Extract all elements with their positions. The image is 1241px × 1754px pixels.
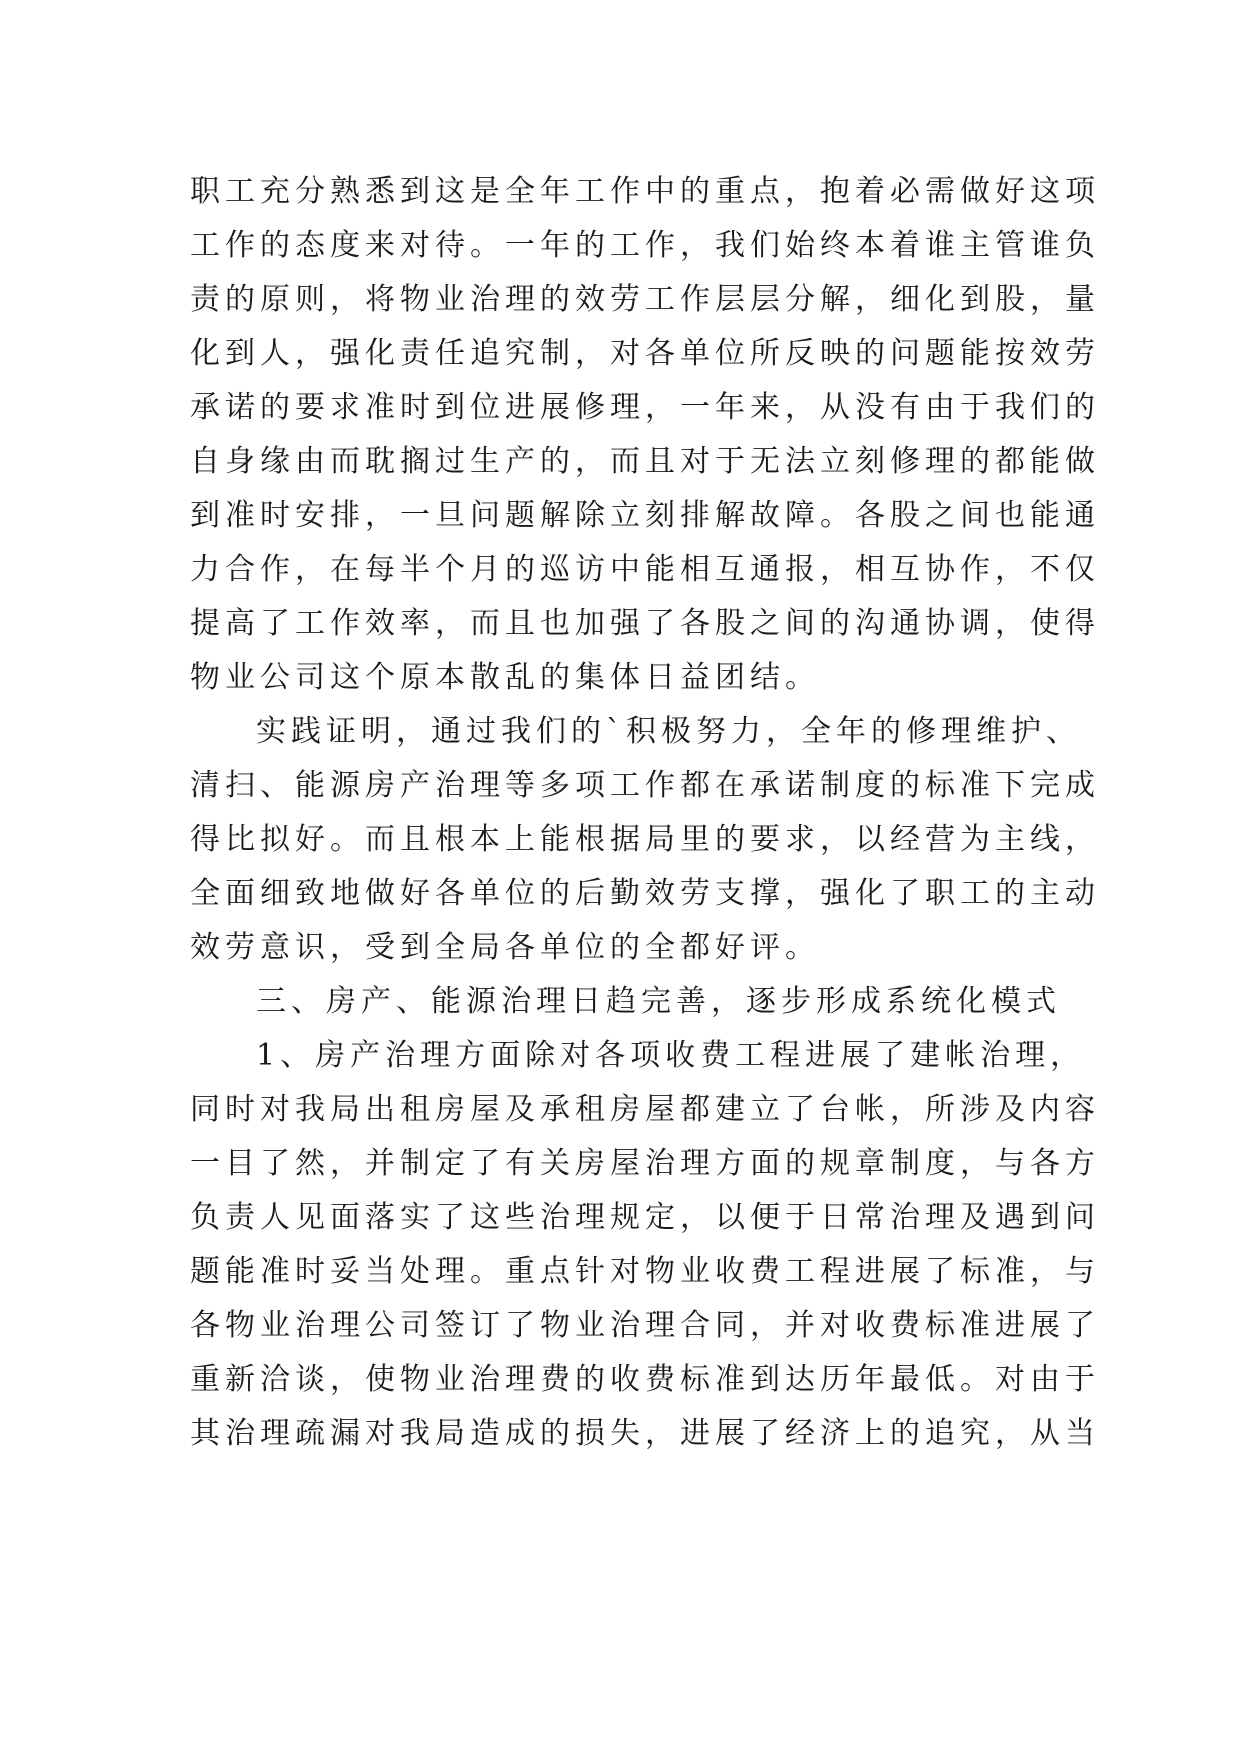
text-line: 各物业治理公司签订了物业治理合同，并对收费标准进展了 <box>190 1308 1100 1343</box>
text-line: 到准时安排，一旦问题解除立刻排解故障。各股之间也能通 <box>190 498 1100 533</box>
text-line: 得比拟好。而且根本上能根据局里的要求，以经营为主线， <box>190 822 1100 857</box>
text-line: 物业公司这个原本散乱的集体日益团结。 <box>190 660 820 695</box>
text-line: 力合作，在每半个月的巡访中能相互通报，相互协作，不仅 <box>190 552 1100 587</box>
text-line: 题能准时妥当处理。重点针对物业收费工程进展了标准，与 <box>190 1254 1100 1289</box>
text-line: 工作的态度来对待。一年的工作，我们始终本着谁主管谁负 <box>190 228 1100 263</box>
text-line: 实践证明，通过我们的`积极努力，全年的修理维护、 <box>256 714 1081 749</box>
text-line: 全面细致地做好各单位的后勤效劳支撑，强化了职工的主动 <box>190 876 1100 911</box>
text-line: 清扫、能源房产治理等多项工作都在承诺制度的标准下完成 <box>190 768 1100 803</box>
text-line: 提高了工作效率，而且也加强了各股之间的沟通协调，使得 <box>190 606 1100 641</box>
text-line: 承诺的要求准时到位进展修理，一年来，从没有由于我们的 <box>190 390 1100 425</box>
text-line: 其治理疏漏对我局造成的损失，进展了经济上的追究，从当 <box>190 1416 1100 1451</box>
text-line: 职工充分熟悉到这是全年工作中的重点，抱着必需做好这项 <box>190 174 1100 209</box>
text-line: 同时对我局出租房屋及承租房屋都建立了台帐，所涉及内容 <box>190 1092 1100 1127</box>
text-line: 1、房产治理方面除对各项收费工程进展了建帐治理， <box>256 1038 1086 1073</box>
text-line: 效劳意识，受到全局各单位的全都好评。 <box>190 930 820 965</box>
text-line: 化到人，强化责任追究制，对各单位所反映的问题能按效劳 <box>190 336 1100 371</box>
text-line: 重新洽谈，使物业治理费的收费标准到达历年最低。对由于 <box>190 1362 1100 1397</box>
text-line: 责的原则，将物业治理的效劳工作层层分解，细化到股，量 <box>190 282 1100 317</box>
text-line: 一目了然，并制定了有关房屋治理方面的规章制度，与各方 <box>190 1146 1100 1181</box>
text-line: 负责人见面落实了这些治理规定，以便于日常治理及遇到问 <box>190 1200 1100 1235</box>
body-text <box>190 165 1100 1461</box>
text-line: 自身缘由而耽搁过生产的，而且对于无法立刻修理的都能做 <box>190 444 1100 479</box>
text-line: 三、房产、能源治理日趋完善，逐步形成系统化模式 <box>256 984 1061 1019</box>
